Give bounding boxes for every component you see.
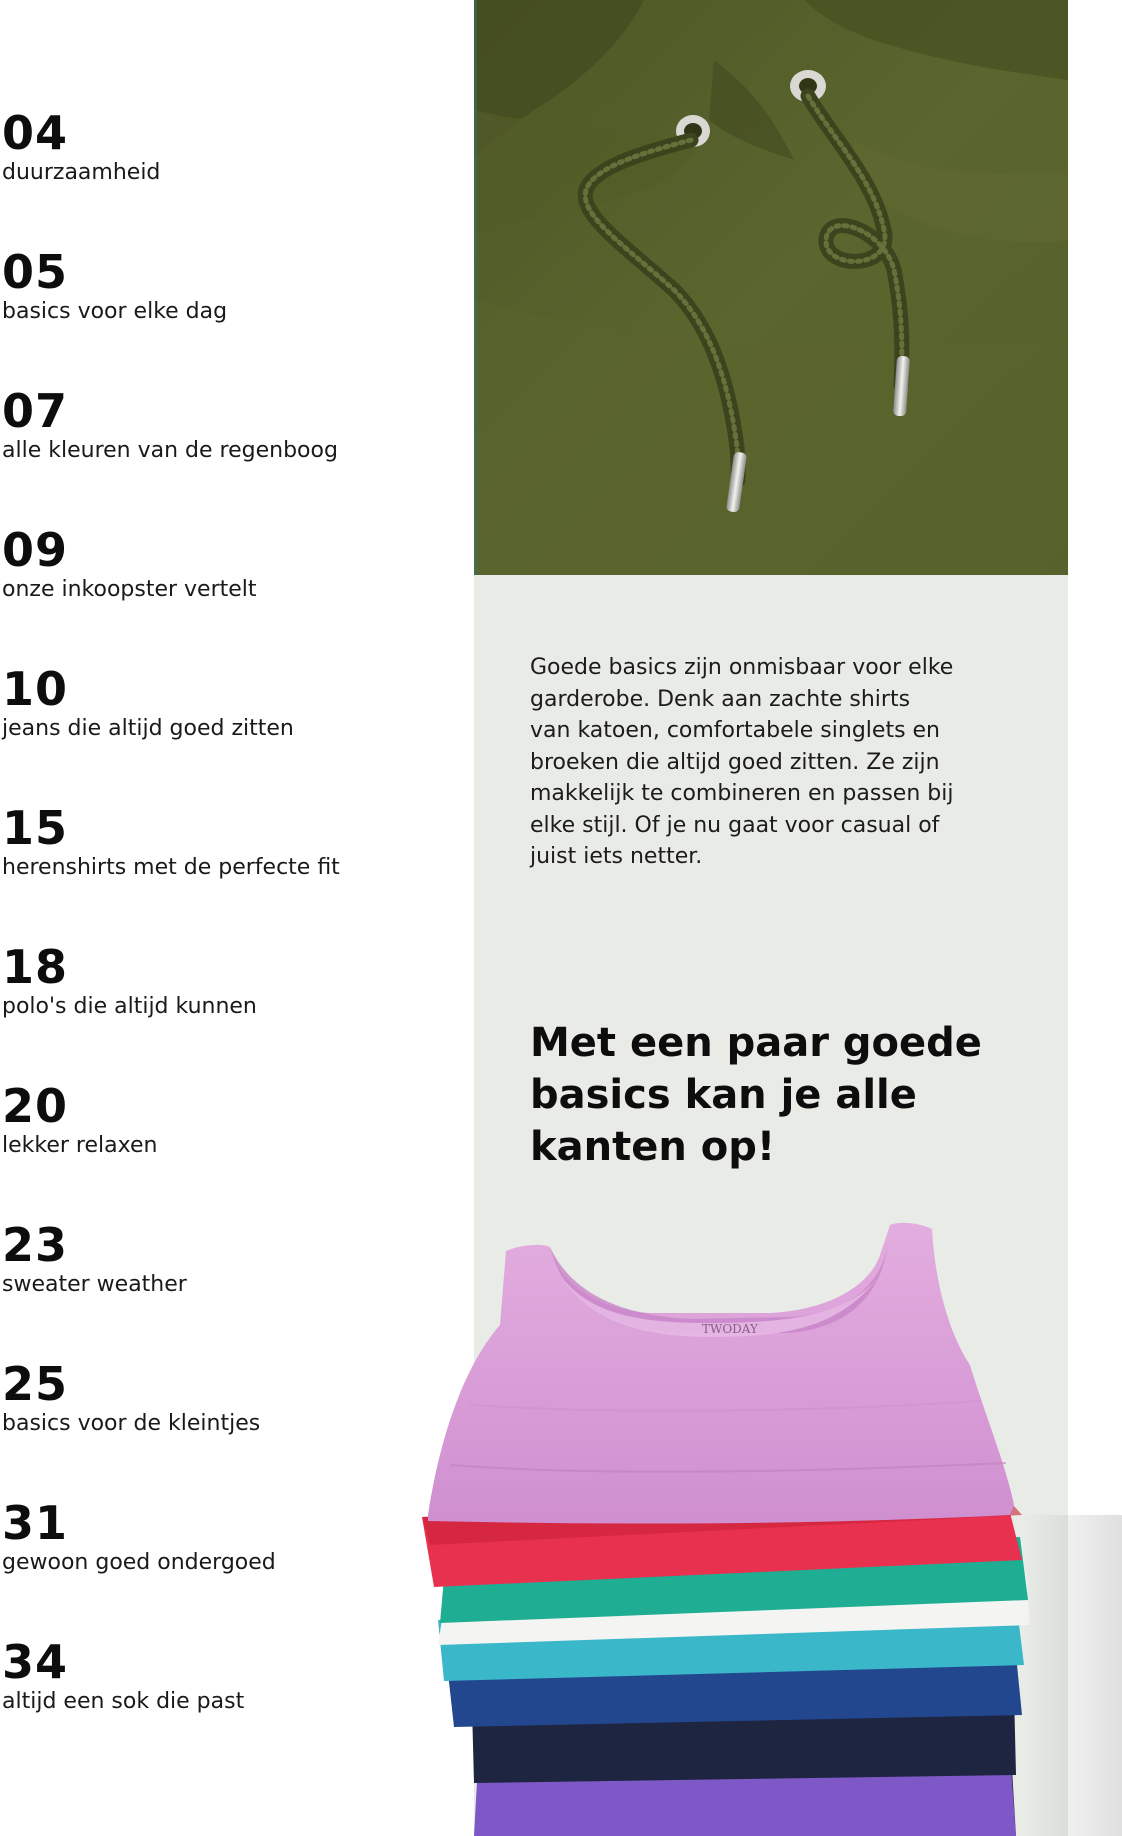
headline-line: kanten op! — [530, 1124, 776, 1170]
headline-line: basics kan je alle — [530, 1072, 917, 1118]
toc-item[interactable] — [2, 247, 462, 327]
stacked-tank-tops-photo — [410, 1215, 1122, 1836]
toc-page-number: 25 — [2, 1357, 69, 1411]
intro-line: makkelijk te combineren en passen bij — [530, 781, 954, 806]
intro-line: Goede basics zijn onmisbaar voor elke — [530, 655, 954, 680]
toc-page-number: 20 — [2, 1079, 69, 1133]
toc-title: basics voor de kleintjes — [2, 1411, 261, 1436]
toc-item[interactable] — [2, 1498, 462, 1578]
toc-title: alle kleuren van de regenboog — [2, 438, 338, 463]
toc-title: jeans die altijd goed zitten — [2, 716, 294, 741]
olive-hoodie-photo — [474, 0, 1068, 575]
intro-line: elke stijl. Of je nu gaat voor casual of — [530, 812, 940, 838]
toc-page-number: 18 — [2, 940, 69, 994]
toc-title: lekker relaxen — [2, 1133, 158, 1158]
intro-line: van katoen, comfortabele singlets en — [530, 718, 940, 743]
toc-page-number: 04 — [2, 106, 69, 160]
stacked-tank-tops-photo-icon — [410, 1215, 1122, 1836]
toc-item[interactable] — [2, 1637, 462, 1717]
toc-title: gewoon goed ondergoed — [2, 1550, 276, 1575]
toc-item[interactable] — [2, 942, 462, 1022]
toc-page-number: 05 — [2, 245, 69, 299]
toc-item[interactable] — [2, 386, 462, 466]
toc-item[interactable] — [2, 803, 462, 883]
headline-line: Met een paar goede — [530, 1020, 982, 1066]
toc-title: duurzaamheid — [2, 160, 161, 185]
brand-label: TWODAY — [702, 1322, 758, 1336]
toc-page-number: 23 — [2, 1218, 69, 1272]
intro-line: juist iets netter. — [530, 844, 703, 869]
toc-item[interactable] — [2, 664, 462, 744]
toc-title: herenshirts met de perfecte fit — [2, 855, 340, 880]
toc-item[interactable] — [2, 1081, 462, 1161]
toc-page-number: 15 — [2, 801, 69, 855]
toc-page-number: 07 — [2, 384, 69, 438]
toc-item[interactable] — [2, 1359, 462, 1439]
toc-page-number: 31 — [2, 1496, 69, 1550]
toc-title: onze inkoopster vertelt — [2, 577, 257, 602]
feature-headline — [530, 1017, 1030, 1173]
toc-page-number: 34 — [2, 1635, 69, 1689]
toc-page-number: 10 — [2, 662, 69, 716]
olive-hoodie-drawstring-photo-icon — [474, 0, 1068, 575]
toc-item[interactable] — [2, 108, 462, 188]
toc-title: polo's die altijd kunnen — [2, 994, 257, 1019]
intro-paragraph — [530, 652, 1010, 873]
toc-item[interactable] — [2, 525, 462, 605]
toc-title: altijd een sok die past — [2, 1689, 245, 1714]
intro-line: garderobe. Denk aan zachte shirts — [530, 686, 911, 712]
table-of-contents — [0, 0, 470, 1836]
toc-title: basics voor elke dag — [2, 299, 228, 324]
intro-line: broeken die altijd goed zitten. Ze zijn — [530, 749, 940, 775]
toc-page-number: 09 — [2, 523, 69, 577]
toc-item[interactable] — [2, 1220, 462, 1300]
toc-title: sweater weather — [2, 1272, 187, 1297]
